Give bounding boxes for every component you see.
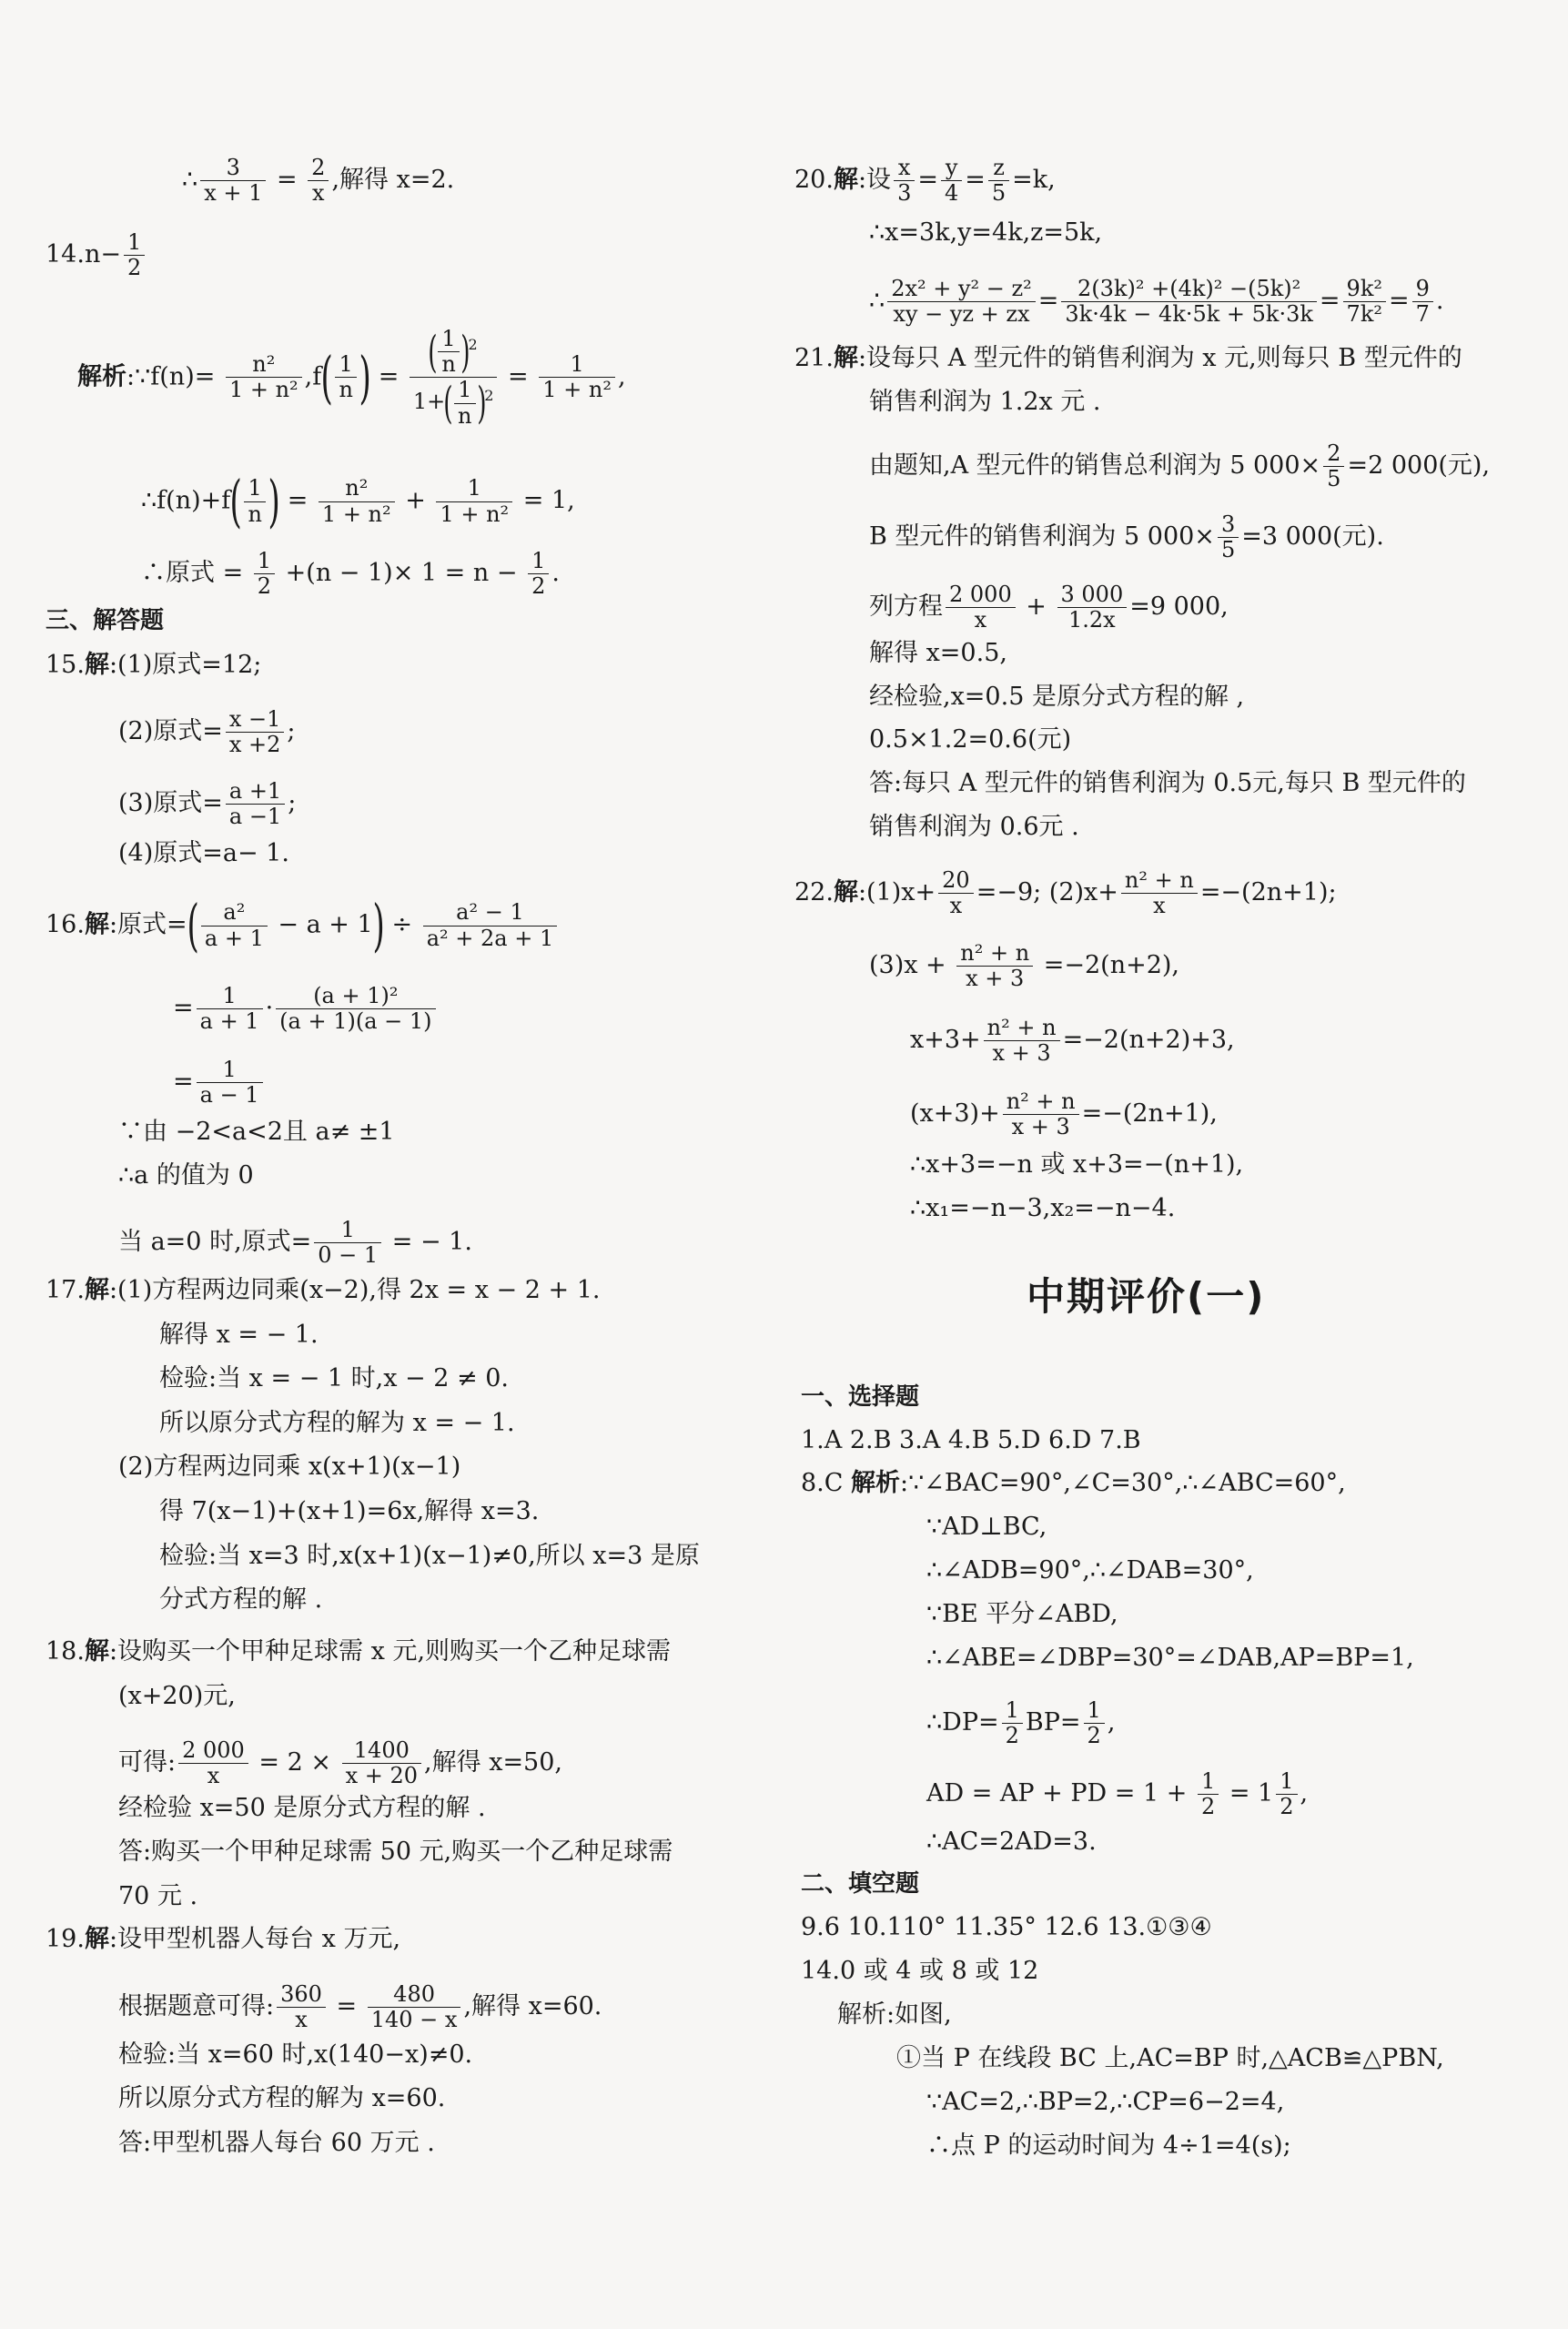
line-q17-7: 检验:当 x=3 时,x(x+1)(x−1)≠0,所以 x=3 是原: [159, 1542, 700, 1570]
fraction: $\frac{480}{140 - x}$: [368, 1983, 461, 2031]
fraction: $\frac{\text{2x² + y² − z²}}{xy - yz + zx}$: [887, 278, 1036, 326]
fraction: $\frac{\text{n²}}{\text{1 + n²}}$: [226, 353, 302, 401]
fraction: $\frac{\text{n² + n}}{x + 3}$: [1003, 1090, 1079, 1139]
fraction: $\frac{9}{7}$: [1412, 278, 1433, 326]
line-q17: 17.解:(1)方程两边同乘(x−2),得 2x = x − 2 + 1.: [46, 1276, 601, 1304]
line-q8-5: ∴∠ABE=∠DBP=30°=∠DAB,AP=BP=1,: [926, 1644, 1414, 1672]
fraction: $\frac{360}{x}$: [277, 1983, 326, 2031]
fraction: $\frac{1}{2}$: [1084, 1699, 1105, 1747]
line-q20-2: ∴x=3k,y=4k,z=5k,: [869, 218, 1103, 247]
fraction: $\frac{1}{n}$: [335, 353, 356, 401]
fraction: $\frac{\text{n² + n}}{x + 3}$: [956, 942, 1033, 990]
line-q20-3: ∴ $\frac{\text{2x² + y² − z²}}{xy - yz + zx}$ = $\frac{\text{2(3k)² +(4k)² −(5k)²}}{3k\cdot 4k - 4k\cdot 5k + 5k\cdot 3k}$ = $\frac{\text{9k²}}{\text{7k²}}$ = $\frac{9}{7}$ .: [869, 276, 1444, 328]
line-q14-3: ∵AC=2,∴BP=2,∴CP=6−2=4,: [926, 2088, 1285, 2116]
fraction: $\frac{1}{2}$: [254, 550, 275, 598]
line-q17-8: 分式方程的解 .: [159, 1585, 323, 1614]
fraction: $\frac{2 000}{x}$: [178, 1739, 248, 1787]
line-q14-jiexi: 解析:∵f(n)= $\frac{\text{n²}}{\text{1 + n²}}$ ,f( $\frac{1}{n}$ ) = ( $\frac{1}{n}$ )$^2$ 1+( $\frac{1}{n}$ )$^2$ = $\frac{1}{\text{1 + n²}}$ ,: [77, 326, 626, 430]
line-q20: 20.解:设 $\frac{x}{3}$ = $\frac{y}{4}$ = $\frac{z}{5}$ =k,: [794, 155, 1056, 207]
line-q16-3: = $\frac{1}{a - 1}$: [173, 1058, 266, 1107]
line-q21-3: 由题知,A 型元件的销售总利润为 5 000× $\frac{2}{5}$ =2 000(元),: [869, 440, 1491, 492]
line-q8-4: ∵BE 平分∠ABD,: [926, 1600, 1118, 1628]
line-q8-8: ∴AC=2AD=3.: [926, 1828, 1097, 1856]
fraction: $\frac{1}{0 - 1}$: [314, 1219, 381, 1267]
line-q22-3: x+3+ $\frac{\text{n² + n}}{x + 3}$ =−2(n+2)+3,: [910, 1015, 1235, 1067]
line-q8-7: AD = AP + PD = 1 + $\frac{1}{2}$ = 1 $\frac{1}{2}$ ,: [926, 1768, 1309, 1820]
line-q22-4: (x+3)+ $\frac{\text{n² + n}}{x + 3}$ =−(2n+1),: [910, 1089, 1218, 1140]
fraction: $\frac{1}{2}$: [124, 231, 145, 279]
line-q18-6: 70 元 .: [118, 1882, 198, 1910]
line-q17-2: 解得 x = − 1.: [159, 1321, 319, 1349]
line-q16: 16.解:原式=( $\frac{\text{a²}}{a + 1}$ − a + 1) ÷ $\frac{\text{a² − 1}}{\text{a² + 2a + 1}}$: [46, 897, 560, 954]
fraction: $\frac{1}{2}$: [1276, 1770, 1297, 1818]
line-q16-5: ∴a 的值为 0: [118, 1161, 254, 1190]
line-q21-10: 销售利润为 0.6元 .: [869, 813, 1079, 841]
fraction: $\frac{1}{2}$: [1002, 1699, 1023, 1747]
line-q17-5: (2)方程两边同乘 x(x+1)(x−1): [118, 1453, 461, 1481]
line-q8: 8.C 解析:∵∠BAC=90°,∠C=30°,∴∠ABC=60°,: [801, 1469, 1346, 1497]
line-q14-jiexi: 解析:如图,: [837, 2000, 952, 2029]
line-q21-2: 销售利润为 1.2x 元 .: [869, 388, 1101, 416]
line-q21-6: 解得 x=0.5,: [869, 639, 1007, 667]
line-fill-answers: 9.6 10.110° 11.35° 12.6 13.①③④: [801, 1913, 1212, 1941]
line-q17-6: 得 7(x−1)+(x+1)=6x,解得 x=3.: [159, 1497, 540, 1525]
fraction: $\frac{2 000}{x}$: [946, 583, 1016, 632]
line-q18-2: (x+20)元,: [118, 1682, 236, 1710]
line-q15: 15.解:(1)原式=12;: [46, 651, 262, 679]
section-heading: 一、选择题: [801, 1383, 920, 1411]
fraction: $\frac{x -1}{x +2}$: [226, 708, 285, 756]
fraction: $\frac{\text{n²}}{\text{1 + n²}}$: [319, 477, 395, 525]
line-q14-answer: 14.0 或 4 或 8 或 12: [801, 1957, 1039, 1985]
line-q17-3: 检验:当 x = − 1 时,x − 2 ≠ 0.: [159, 1364, 509, 1392]
line-q18-5: 答:购买一个甲种足球需 50 元,购买一个乙种足球需: [118, 1838, 673, 1866]
line-q16-2: = $\frac{1}{a + 1}$ · $\frac{\text{(a + 1)²}}{(a + 1)(a - 1)}$: [173, 985, 439, 1033]
line-q21-8: 0.5×1.2=0.6(元): [869, 725, 1072, 754]
line-q18: 18.解:设购买一个甲种足球需 x 元,则购买一个乙种足球需: [46, 1637, 672, 1666]
line-q14: 14.n− $\frac{1}{2}$: [46, 231, 147, 279]
fraction: $\frac{1}{\text{1 + n²}}$: [539, 353, 615, 401]
line-q16-6: 当 a=0 时,原式= $\frac{1}{0 - 1}$ = − 1.: [118, 1217, 472, 1269]
line-q8-2: ∵AD⊥BC,: [926, 1513, 1047, 1541]
line-q19-5: 答:甲型机器人每台 60 万元 .: [118, 2129, 435, 2157]
line-q19-2: 根据题意可得: $\frac{360}{x}$ = $\frac{480}{140 - x}$ ,解得 x=60.: [118, 1981, 602, 2033]
line-q18-4: 经检验 x=50 是原分式方程的解 .: [118, 1794, 486, 1822]
line-mc-answers: 1.A 2.B 3.A 4.B 5.D 6.D 7.B: [801, 1426, 1141, 1454]
fraction: $\frac{z}{5}$: [988, 157, 1009, 205]
line-q18-3: 可得: $\frac{2 000}{x}$ = 2 × $\frac{1400}{x + 20}$ ,解得 x=50,: [118, 1737, 563, 1789]
fraction: $\frac{\text{a² − 1}}{\text{a² + 2a + 1}}$: [423, 901, 558, 949]
fraction: $\frac{1}{\text{1 + n²}}$: [436, 477, 512, 525]
fraction: $\frac{1}{a + 1}$: [197, 985, 263, 1033]
fraction: $\frac{1400}{x + 20}$: [342, 1739, 421, 1787]
fraction: $\frac{2}{5}$: [1323, 442, 1344, 491]
line-q19: 19.解:设甲型机器人每台 x 万元,: [46, 1925, 401, 1953]
fraction: $\frac{\text{(a + 1)²}}{(a + 1)(a - 1)}$: [276, 985, 435, 1033]
line-q21-4: B 型元件的销售利润为 5 000× $\frac{3}{5}$ =3 000(元).: [869, 511, 1384, 563]
line-q21-7: 经检验,x=0.5 是原分式方程的解 ,: [869, 683, 1245, 711]
section-heading: 三、解答题: [46, 607, 165, 634]
fraction: $\frac{\text{9k²}}{\text{7k²}}$: [1343, 278, 1386, 326]
line-q21-5: 列方程 $\frac{2 000}{x}$ + $\frac{3 000}{1.2x}$ =9 000,: [869, 582, 1229, 633]
line-q22: 22.解:(1)x+ $\frac{20}{x}$ =−9; (2)x+ $\frac{\text{n² + n}}{x}$ =−(2n+1);: [794, 867, 1337, 919]
line-q14-4: ∴点 P 的运动时间为 4÷1=4(s);: [926, 2132, 1291, 2160]
section-heading: 二、填空题: [801, 1870, 920, 1898]
fraction: $\frac{1}{2}$: [1198, 1770, 1219, 1818]
line-q19-3: 检验:当 x=60 时,x(140−x)≠0.: [118, 2040, 473, 2069]
fraction: $\frac{1}{2}$: [528, 550, 549, 598]
line-q15-2: (2)原式= $\frac{x -1}{x +2}$ ;: [118, 706, 296, 758]
fraction: $\frac{1}{a - 1}$: [197, 1058, 263, 1107]
fraction: $\frac{x}{3}$: [894, 157, 915, 205]
line-q15-3: (3)原式= $\frac{a +1}{a -1}$ ;: [118, 778, 297, 830]
line-q15-4: (4)原式=a− 1.: [118, 839, 289, 867]
line-q8-6: ∴DP= $\frac{1}{2}$ BP= $\frac{1}{2}$ ,: [926, 1697, 1116, 1749]
fraction: $\frac{\text{n² + n}}{x}$: [1121, 869, 1198, 917]
line-q21-9: 答:每只 A 型元件的销售利润为 0.5元,每只 B 型元件的: [869, 769, 1466, 797]
line-q19-4: 所以原分式方程的解为 x=60.: [118, 2084, 446, 2112]
fraction: $\frac{y}{4}$: [941, 157, 962, 205]
line-l1: ∴ $\frac{3}{x + 1}$ = $\frac{2}{x}$ ,解得 x=2.: [182, 155, 455, 207]
fraction: $\frac{a +1}{a -1}$: [226, 780, 285, 828]
fraction: $\frac{\text{a²}}{a + 1}$: [201, 901, 268, 949]
line-q8-3: ∴∠ADB=90°,∴∠DAB=30°,: [926, 1556, 1254, 1585]
nested-fraction: ( $\frac{1}{n}$ )$^2$ 1+( $\frac{1}{n}$ )$^2$: [410, 328, 498, 428]
line-q16-4: ∵由 −2<a<2且 a≠ ±1: [118, 1118, 395, 1146]
page-title: 中期评价(一): [1027, 1274, 1266, 1319]
line-q22-6: ∴x₁=−n−3,x₂=−n−4.: [910, 1194, 1176, 1222]
line-q21: 21.解:设每只 A 型元件的销售利润为 x 元,则每只 B 型元件的: [794, 344, 1462, 372]
fraction: $\frac{\text{2(3k)² +(4k)² −(5k)²}}{3k\cdot 4k - 4k\cdot 5k + 5k\cdot 3k}$: [1061, 278, 1317, 326]
line-q22-5: ∴x+3=−n 或 x+3=−(n+1),: [910, 1150, 1244, 1179]
fraction: $\frac{\text{n² + n}}{x + 3}$: [984, 1017, 1060, 1065]
fraction: $\frac{3}{5}$: [1218, 513, 1239, 562]
fraction: $\frac{1}{n}$: [244, 477, 265, 525]
text: ∴: [182, 166, 198, 195]
fraction: $\frac{3 000}{1.2x}$: [1057, 583, 1128, 632]
fraction: $\frac{20}{x}$: [938, 869, 974, 917]
fraction: $\frac{3}{x + 1}$: [200, 157, 266, 205]
fraction: $\frac{2}{x}$: [308, 157, 329, 205]
line-l3: ∴原式 = $\frac{1}{2}$ +(n − 1)× 1 = n − $\frac{1}{2}$ .: [141, 548, 560, 600]
line-q14-2: ①当 P 在线段 BC 上,AC=BP 时,△ACB≌△PBN,: [896, 2044, 1444, 2072]
line-l2: ∴f(n)+f( $\frac{1}{n}$ ) = $\frac{\text{n²}}{\text{1 + n²}}$ + $\frac{1}{\text{1 + n²}}$ = 1,: [141, 468, 575, 534]
line-q17-4: 所以原分式方程的解为 x = − 1.: [159, 1409, 515, 1437]
line-q22-2: (3)x + $\frac{\text{n² + n}}{x + 3}$ =−2(n+2),: [869, 940, 1180, 992]
